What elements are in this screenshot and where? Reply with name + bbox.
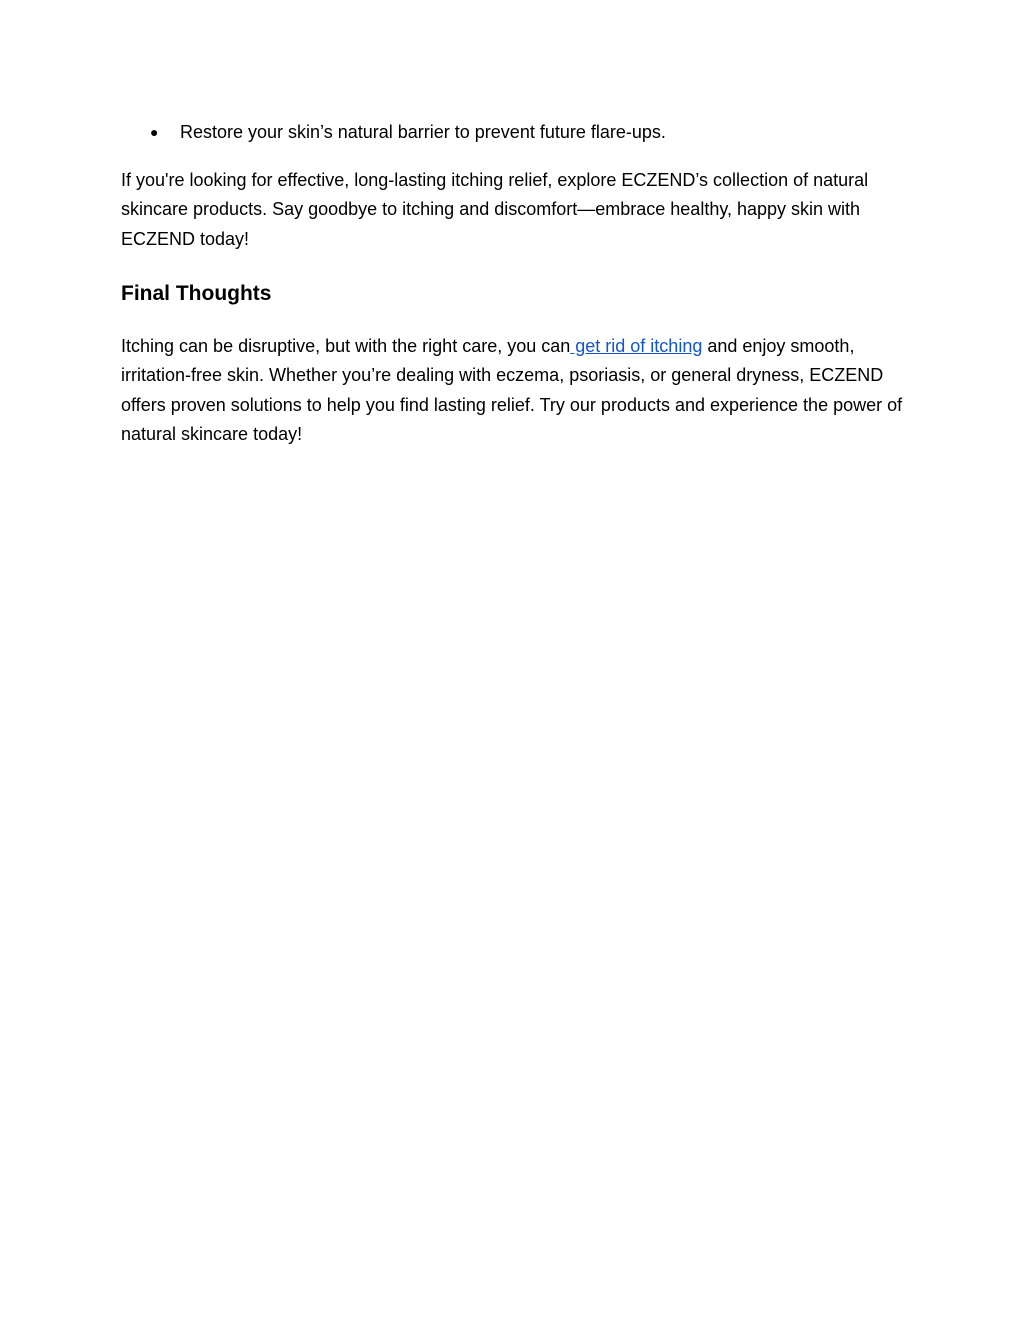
section-heading: Final Thoughts: [121, 282, 272, 305]
paragraph-call-to-action: If you're looking for effective, long-lasting itching relief, explore ECZEND’s collection of natural skincare products. Say goodbye to itching and discomfort—embrace healthy, happy skin with ECZEND today!: [121, 170, 869, 249]
bullet-icon: ●: [150, 124, 159, 140]
bullet-text: Restore your skin’s natural barrier to prevent future flare-ups.: [180, 122, 666, 142]
paragraph-text-after-link: and enjoy smooth, irritation-free skin. Whether you’re dealing with eczema, psoriasis, or general dryness, ECZEND offers proven solutions to help you find lasting relief. Try our products and experience the power of natural skincare today!: [121, 336, 903, 444]
bullet-list: [150, 120, 666, 144]
list-item: [150, 120, 666, 144]
paragraph-final-thoughts: [121, 332, 911, 449]
paragraph-text-before-link: Itching can be disruptive, but with the right care, you can: [121, 336, 571, 356]
get-rid-of-itching-link[interactable]: get rid of itching: [570, 336, 703, 356]
